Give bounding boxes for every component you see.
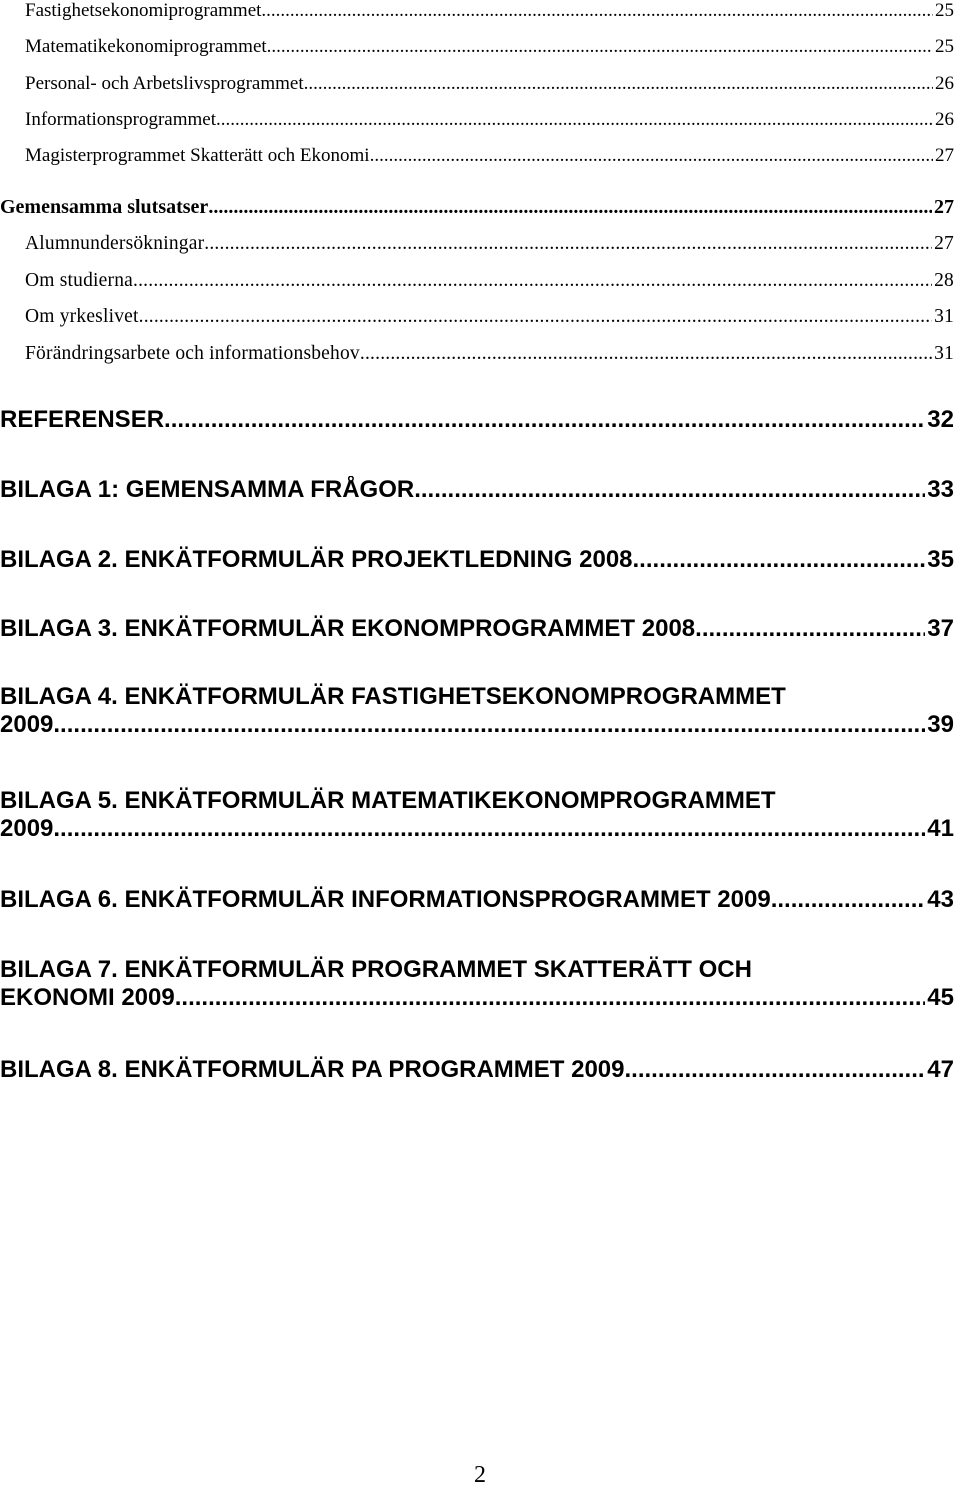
page-number: 2 — [474, 1462, 486, 1488]
toc-page-number: 31 — [934, 343, 954, 364]
toc-leader-dots — [304, 73, 933, 95]
toc-chapter-label-line1: BILAGA 5. ENKÄTFORMULÄR MATEMATIKEKONOMPROGRAMMET — [0, 787, 776, 814]
toc-chapter-entry[interactable] — [0, 787, 960, 843]
toc-page-number: 37 — [927, 615, 954, 642]
toc-leader-dots — [133, 270, 932, 292]
toc-page-number: 33 — [927, 476, 954, 503]
toc-chapter-label-line1: BILAGA 4. ENKÄTFORMULÄR FASTIGHETSEKONOMPROGRAMMET — [0, 683, 786, 710]
toc-page-number: 28 — [934, 270, 954, 291]
toc-chapter-label: BILAGA 1: GEMENSAMMA FRÅGOR — [0, 476, 415, 503]
toc-leader-dots — [164, 406, 925, 434]
toc-chapter-label: BILAGA 3. ENKÄTFORMULÄR EKONOMPROGRAMMET 2008 — [0, 615, 696, 642]
toc-section-label: Gemensamma slutsatser — [0, 196, 209, 218]
toc-leader-dots — [139, 306, 932, 328]
toc-page-number: 27 — [934, 196, 954, 218]
toc-entry[interactable] — [0, 306, 960, 328]
toc-chapter-entry[interactable] — [0, 615, 960, 643]
toc-chapter-label: EKONOMI 2009 — [0, 984, 175, 1011]
toc-leader-dots — [414, 476, 925, 504]
toc-leader-dots — [267, 36, 933, 58]
toc-page-number: 45 — [927, 984, 954, 1011]
toc-page-number: 32 — [927, 406, 954, 433]
toc-entry-label: Fastighetsekonomiprogrammet — [25, 0, 262, 21]
toc-entry[interactable] — [0, 343, 960, 365]
toc-page-number: 27 — [934, 233, 954, 254]
toc-leader-dots — [695, 615, 925, 643]
toc-entry[interactable] — [0, 36, 960, 58]
toc-page-number: 39 — [927, 711, 954, 738]
toc-chapter-label-line1: BILAGA 7. ENKÄTFORMULÄR PROGRAMMET SKATTERÄTT OCH — [0, 956, 752, 983]
toc-entry-label: Om studierna — [25, 270, 134, 291]
toc-leader-dots — [53, 815, 925, 843]
toc-leader-dots — [624, 1056, 925, 1084]
toc-entry[interactable] — [0, 0, 960, 22]
toc-page-number: 27 — [935, 145, 954, 166]
toc-page-number: 35 — [927, 546, 954, 573]
toc-entry[interactable] — [0, 73, 960, 95]
toc-entry-label: Informationsprogrammet — [25, 109, 217, 130]
toc-chapter-label: BILAGA 6. ENKÄTFORMULÄR INFORMATIONSPROGRAMMET 2009 — [0, 886, 771, 913]
toc-chapter-label: BILAGA 8. ENKÄTFORMULÄR PA PROGRAMMET 2009 — [0, 1056, 625, 1083]
toc-entry-label: Alumnundersökningar — [25, 233, 205, 254]
toc-chapter-entry[interactable] — [0, 956, 960, 1012]
toc-page-number: 26 — [935, 109, 954, 130]
toc-chapter-label: 2009 — [0, 711, 54, 738]
toc-page-number: 26 — [935, 73, 954, 94]
toc-leader-dots — [216, 109, 933, 131]
toc-leader-dots — [261, 0, 933, 22]
toc-entry-label: Personal- och Arbetslivsprogrammet — [25, 73, 304, 94]
toc-leader-dots — [208, 196, 932, 219]
toc-chapter-entry[interactable] — [0, 683, 960, 739]
toc-chapter-entry[interactable] — [0, 476, 960, 504]
toc-leader-dots — [204, 233, 932, 255]
toc-leader-dots — [53, 711, 925, 739]
toc-chapter-label: REFERENSER — [0, 406, 165, 433]
toc-page-number: 43 — [927, 886, 954, 913]
toc-entry[interactable] — [0, 109, 960, 131]
toc-page-number: 41 — [927, 815, 954, 842]
toc-leader-dots — [370, 145, 933, 167]
toc-chapter-entry[interactable] — [0, 406, 960, 434]
toc-page-number: 25 — [935, 36, 954, 57]
toc-entry-label: Om yrkeslivet — [25, 306, 139, 327]
toc-chapter-entry[interactable] — [0, 546, 960, 574]
toc-leader-dots — [633, 546, 926, 574]
toc-chapter-entry[interactable] — [0, 1056, 960, 1084]
toc-page-number: 31 — [934, 306, 954, 327]
toc-entry[interactable] — [0, 145, 960, 167]
toc-section-entry[interactable] — [0, 196, 960, 219]
toc-chapter-label: BILAGA 2. ENKÄTFORMULÄR PROJEKTLEDNING 2008 — [0, 546, 633, 573]
toc-leader-dots — [175, 984, 926, 1012]
toc-entry-label: Magisterprogrammet Skatterätt och Ekonomi — [25, 145, 370, 166]
toc-entry[interactable] — [0, 233, 960, 255]
toc-chapter-entry[interactable] — [0, 886, 960, 914]
toc-leader-dots — [771, 886, 926, 914]
toc-page-number: 25 — [935, 0, 954, 21]
toc-entry[interactable] — [0, 270, 960, 292]
toc-leader-dots — [360, 343, 932, 365]
toc-page-number: 47 — [927, 1056, 954, 1083]
toc-entry-label: Matematikekonomiprogrammet — [25, 36, 267, 57]
toc-chapter-label: 2009 — [0, 815, 54, 842]
toc-entry-label: Förändringsarbete och informationsbehov — [25, 343, 360, 364]
